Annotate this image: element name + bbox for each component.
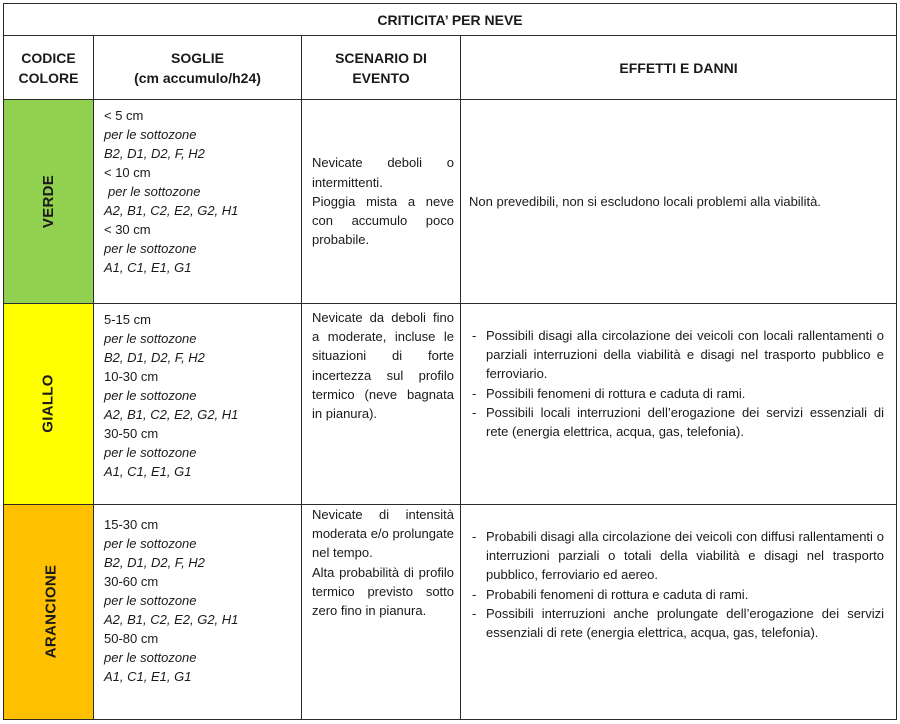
snow-criticality-table — [3, 3, 897, 720]
effects-cell — [461, 505, 897, 720]
effects-cell: Non prevedibili, non si escludono locali problemi alla viabilità. — [461, 100, 897, 304]
header-soglie: SOGLIE (cm accumulo/h24) — [94, 36, 302, 100]
table-row — [4, 505, 897, 720]
level-label: GIALLO — [40, 374, 57, 433]
list-item: - Possibili interruzioni anche prolungate dell’erogazione dei servizi essenziali di rete (energia elettrica, acqua, gas, telefonia). — [469, 604, 884, 642]
level-cell-verde — [4, 100, 94, 304]
list-item: - Possibili fenomeni di rottura e caduta di rami. — [469, 384, 884, 403]
table-row — [4, 304, 897, 505]
effects-list — [469, 326, 884, 441]
level-cell-arancione — [4, 505, 94, 720]
thresholds-cell: < 5 cm per le sottozone B2, D1, D2, F, H2 < 10 cm per le sottozone A2, B1, C2, E2, G2, H1 < 30 cm per le sottozone A1, C1, E1, G1 — [94, 100, 302, 304]
list-item: - Probabili fenomeni di rottura e caduta di rami. — [469, 585, 884, 604]
effects-list — [469, 527, 884, 642]
scenario-cell: Nevicate di intensità moderata e/o prolungate nel tempo. Alta probabilità di profilo termico previsto sotto zero fino in pianura. — [302, 505, 461, 720]
list-item: - Probabili disagi alla circolazione dei veicoli con diffusi rallentamenti o interruzioni parziali o totali della viabilità e disagi nel trasporto pubblico, ferroviario ed aereo. — [469, 527, 884, 585]
effects-cell — [461, 304, 897, 505]
list-item: - Possibili locali interruzioni dell’erogazione dei servizi essenziali di rete (energia elettrica, acqua, gas, telefonia). — [469, 403, 884, 441]
level-cell-giallo — [4, 304, 94, 505]
thresholds-cell: 15-30 cm per le sottozone B2, D1, D2, F, H2 30-60 cm per le sottozone A2, B1, C2, E2, G2, H1 50-80 cm per le sottozone A1, C1, E1, G1 — [94, 505, 302, 720]
list-item: - Possibili disagi alla circolazione dei veicoli con locali rallentamenti o parziali interruzioni della viabilità e disagi nel trasporto pubblico e ferroviario. — [469, 326, 884, 384]
table-title: CRITICITA’ PER NEVE — [4, 4, 897, 36]
table-row — [4, 100, 897, 304]
scenario-cell: Nevicate da deboli fino a moderate, incluse le situazioni di forte incertezza sul profilo termico (neve bagnata in pianura). — [302, 304, 461, 505]
level-label: ARANCIONE — [42, 564, 60, 659]
thresholds-cell: 5-15 cm per le sottozone B2, D1, D2, F, H2 10-30 cm per le sottozone A2, B1, C2, E2, G2, H1 30-50 cm per le sottozone A1, C1, E1, G1 — [94, 304, 302, 505]
level-label: VERDE — [40, 174, 57, 228]
scenario-cell: Nevicate deboli o intermittenti. Pioggia mista a neve con accumulo poco probabile. — [302, 100, 461, 304]
header-scenario: SCENARIO DI EVENTO — [302, 36, 461, 100]
header-codice-colore: CODICE COLORE — [4, 36, 94, 100]
header-effetti: EFFETTI E DANNI — [461, 36, 897, 100]
